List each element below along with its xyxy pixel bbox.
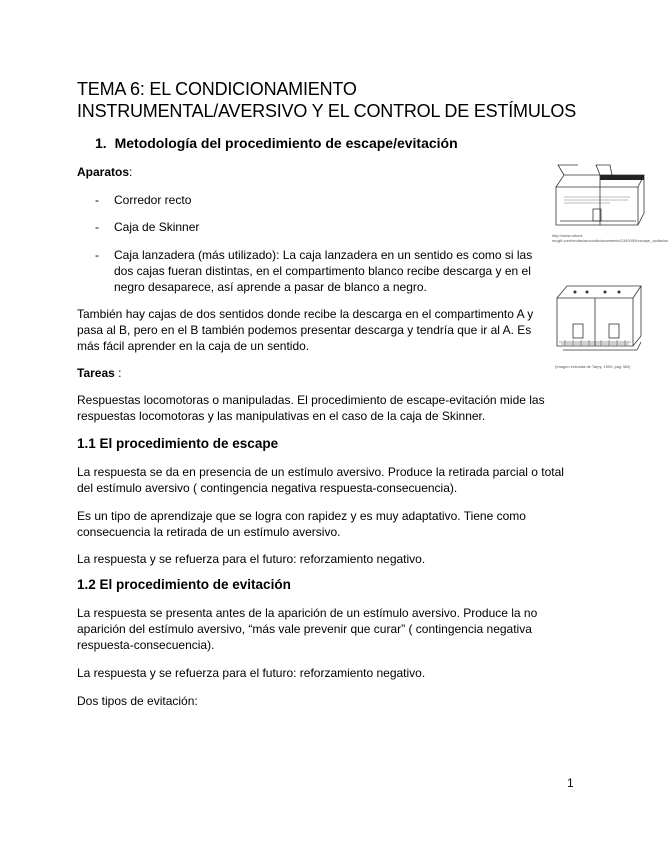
tareas-colon: : (118, 366, 122, 380)
section-1-1-paragraph-1: La respuesta se da en presencia de un estímulo aversivo. Produce la retirada parcial o total del estímulo aversivo ( contingencia negativa respuesta-consecuencia). (77, 465, 564, 495)
section-1-2-paragraph-2: La respuesta y se refuerza para el futuro: reforzamiento negativo. (77, 666, 426, 680)
bullet-item (0, 219, 600, 239)
figure-1-caption: http://www.robert-mcgill.com/ondas/ancondicionamiento/1340093/escape_avitacion (552, 233, 668, 243)
tareas-label (77, 366, 122, 380)
aparatos-label (77, 165, 132, 179)
aparatos-colon: : (129, 165, 133, 179)
document-title-line-1: TEMA 6: EL CONDICIONAMIENTO (77, 79, 357, 99)
document-title-line-2: INSTRUMENTAL/AVERSIVO Y EL CONTROL DE ESTÍMULOS (77, 101, 577, 121)
bullet-text: Caja de Skinner (114, 220, 200, 234)
paragraph-two-way-boxes: También hay cajas de dos sentidos donde recibe la descarga en el compartimento A y pasa al B, pero en el B también podemos presentar descarga y tendría que ir al A. Es más fácil aprender en la caja de un sentido. (77, 307, 534, 353)
section-1-number: 1. (95, 135, 107, 151)
aparatos-label-text: Aparatos (77, 165, 130, 179)
figure-two-way-box (553, 280, 648, 375)
section-1-1-paragraph-2: Es un tipo de aprendizaje que se logra con rapidez y es muy adaptativo. Tiene como consecuencia la retirada de un estímulo aversivo. (77, 509, 526, 539)
section-1-1-paragraph-3: La respuesta y se refuerza para el futuro: reforzamiento negativo. (77, 552, 426, 566)
bullet-text: Caja lanzadera (más utilizado): La caja lanzadera en un sentido es como si las dos cajas fueran distintas, en el compartimento blanco recibe descarga y en el negro desaparece, así aprende a pasar de blanco a negro. (114, 248, 533, 294)
shuttle-box-drawing (550, 163, 645, 233)
section-1-2-heading: 1.2 El procedimiento de evitación (77, 577, 291, 592)
bullet-dash: - (95, 248, 99, 262)
figure-2-caption: (Imagen extraída de Tarpy, 1990, pág 383) (555, 364, 631, 369)
section-1-heading (95, 135, 458, 151)
tareas-label-text: Tareas (77, 366, 115, 380)
page-number: 1 (567, 776, 574, 790)
section-1-1-heading: 1.1 El procedimiento de escape (77, 436, 279, 451)
bullet-text: Corredor recto (114, 193, 192, 207)
section-1-2-paragraph-1: La respuesta se presenta antes de la aparición de un estímulo aversivo. Produce la no aparición del estímulo aversivo, “más vale prevenir que curar” ( contingencia negativa respuesta-consecuencia). (77, 606, 538, 652)
figure-shuttle-box (550, 163, 668, 248)
paragraph-tareas: Respuestas locomotoras o manipuladas. El procedimiento de escape-evitación mide las respuestas locomotoras y las manipulativas en el caso de la caja de Skinner. (77, 393, 545, 423)
bullet-item (0, 192, 600, 212)
section-1-2-paragraph-3: Dos tipos de evitación: (77, 694, 198, 708)
section-1-title: Metodología del procedimiento de escape/evitación (114, 135, 458, 151)
bullet-item (0, 247, 600, 297)
bullet-dash: - (95, 193, 99, 207)
two-way-box-drawing (553, 280, 643, 360)
bullet-dash: - (95, 220, 99, 234)
